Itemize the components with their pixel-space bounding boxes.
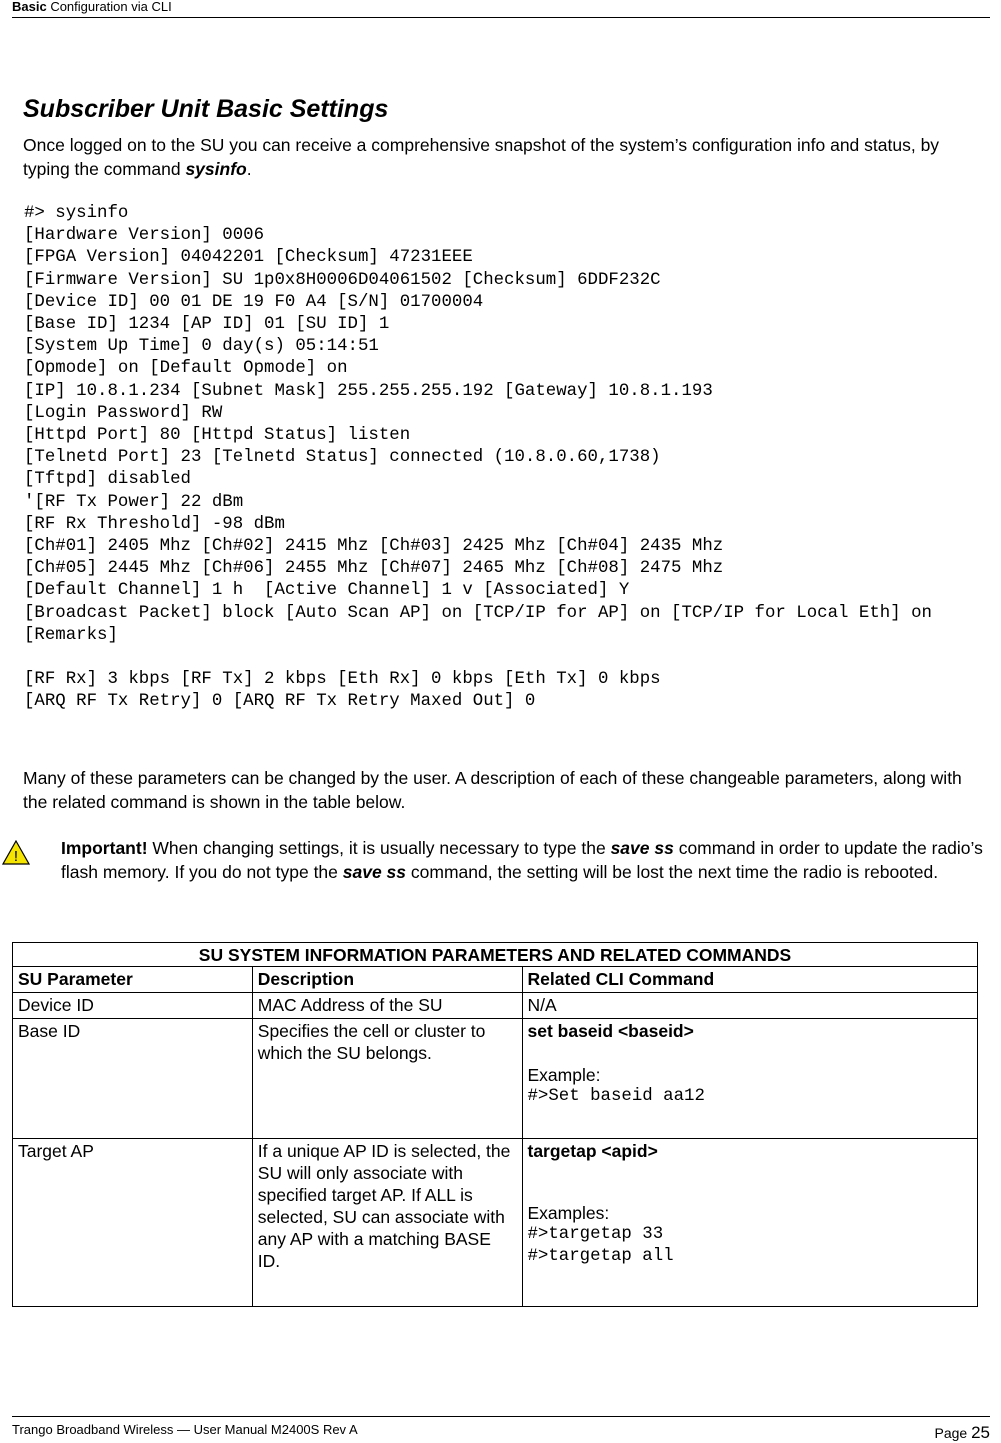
intro-paragraph — [23, 133, 988, 181]
example-command: #>Set baseid aa12 — [527, 1087, 705, 1106]
command-cell: N/A — [522, 993, 978, 1019]
description-cell: If a unique AP ID is selected, the SU will only associate with specified target AP. If ALL is selected, SU can associate with any AP with a matching BASE ID. — [252, 1139, 522, 1307]
example-label: Example: — [527, 1065, 601, 1085]
command-cell — [522, 1139, 978, 1307]
table-header-row — [13, 967, 978, 993]
save-command-2: save ss — [342, 862, 407, 882]
header-section-text: Configuration via CLI — [46, 0, 172, 14]
param-cell: Target AP — [13, 1139, 253, 1307]
description-cell: MAC Address of the SU — [252, 993, 522, 1019]
param-cell: Base ID — [13, 1019, 253, 1139]
page-footer — [12, 1416, 990, 1441]
example-command: #>targetap 33 — [527, 1225, 664, 1244]
parameters-table — [12, 942, 978, 1307]
column-header: SU Parameter — [13, 967, 253, 993]
column-header: Related CLI Command — [522, 967, 978, 993]
svg-text:!: ! — [13, 848, 19, 865]
table-row — [13, 1139, 978, 1307]
important-label: Important! — [61, 838, 148, 858]
parameters-paragraph: Many of these parameters can be changed by the user. A description of each of these changeable parameters, along with the related command is shown in the table below. — [23, 768, 962, 812]
page-header — [12, 0, 990, 18]
table-caption: SU SYSTEM INFORMATION PARAMETERS AND RELATED COMMANDS — [13, 943, 978, 967]
table-row — [13, 993, 978, 1019]
description-cell: Specifies the cell or cluster to which the SU belongs. — [252, 1019, 522, 1139]
intro-command: sysinfo — [185, 159, 247, 179]
cli-output-block: #> sysinfo [Hardware Version] 0006 [FPGA Version] 04042201 [Checksum] 47231EEE [Firmware Version] SU 1p0x8H0006D04061502 [Checksum] 6DDF232C [Device ID] 00 01 DE 19 F0 A4 [S/N] 01700004 [Base ID] 1234 [AP ID] 01 [SU ID] 1 [System Up Time] 0 day(s) 05:14:51 [Opmode] on [Default Opmode] on [IP] 10.8.1.234 [Subnet Mask] 255.255.255.192 [Gateway] 10.8.1.193 [Login Password] RW [Httpd Port] 80 [Httpd Status] listen [Telnetd Port] 23 [Telnetd Status] connected (10.8.0.60,1738) [Tftpd] disabled '[RF Tx Power] 22 dBm [RF Rx Threshold] -98 dBm [Ch#01] 2405 Mhz [Ch#02] 2415 Mhz [Ch#03] 2425 Mhz [Ch#04] 2435 Mhz [Ch#05] 2445 Mhz [Ch#06] 2455 Mhz [Ch#07] 2465 Mhz [Ch#08] 2475 Mhz [Default Channel] 1 h [Active Channel] 1 v [Associated] Y [Broadcast Packet] block [Auto Scan AP] on [TCP/IP for AP] on [TCP/IP for Local Eth] on [Remarks] [RF Rx] 3 kbps [RF Tx] 2 kbps [Eth Rx] 0 kbps [Eth Tx] 0 kbps [ARQ RF Tx Retry] 0 [ARQ RF Tx Retry Maxed Out] 0 — [24, 204, 932, 712]
footer-manual-title: Trango Broadband Wireless — User Manual M2400S Rev A — [12, 1422, 358, 1437]
cli-command: targetap <apid> — [527, 1141, 658, 1161]
warning-triangle-icon — [2, 840, 30, 865]
table-row — [13, 1019, 978, 1139]
intro-text-end: . — [246, 159, 252, 179]
save-command-1: save ss — [610, 838, 674, 858]
page-number: Page 25 — [934, 1423, 990, 1442]
intro-text: Once logged on to the SU you can receive a comprehensive snapshot of the system’s configuration info and status, by typing the command — [23, 135, 940, 179]
command-cell — [522, 1019, 978, 1139]
example-command: #>targetap all — [527, 1247, 674, 1266]
cli-command: set baseid <baseid> — [527, 1021, 694, 1041]
important-note: Important! When changing settings, it is usually necessary to type the save ss command in order to update the radio’s flash memory. If you do not type the save ss command, the setting will be lost the next time the radio is rebooted. — [61, 838, 983, 882]
header-section-bold: Basic — [12, 0, 47, 14]
section-title: Subscriber Unit Basic Settings — [23, 95, 389, 123]
param-cell: Device ID — [13, 993, 253, 1019]
example-label: Examples: — [527, 1203, 610, 1223]
column-header: Description — [252, 967, 522, 993]
